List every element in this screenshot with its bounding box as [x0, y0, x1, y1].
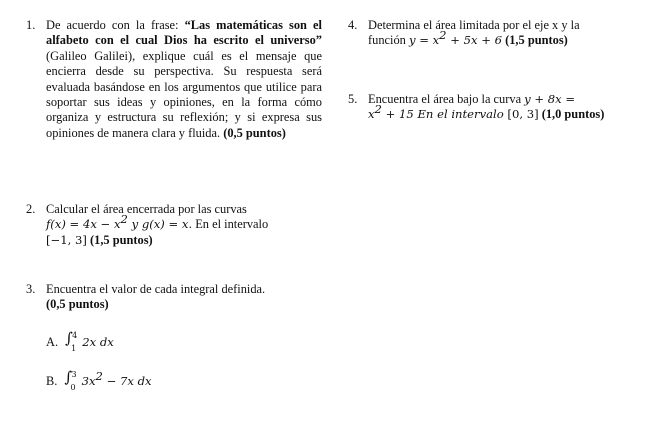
function-f: f(x) = 4x − x — [46, 217, 121, 232]
question-number: 3. — [26, 282, 36, 296]
exponent: 2 — [374, 102, 382, 117]
question-text — [46, 282, 326, 313]
exponent: 2 — [439, 28, 447, 43]
question-text — [368, 18, 638, 49]
integrand: 3x — [81, 374, 96, 388]
curve-expr-3: + 15 — [381, 107, 418, 122]
question-number: 1. — [26, 18, 36, 32]
integral-sign: ∫ 4 1 — [65, 333, 79, 348]
curve-expr-2: x — [368, 107, 375, 122]
question-text — [46, 18, 322, 141]
points-label: (0,5 puntos) — [223, 125, 286, 140]
q3-line-1: Encuentra el valor de cada integral definida. — [46, 282, 266, 296]
integral-item-a — [46, 329, 114, 353]
q5-line-1 — [368, 92, 643, 107]
lower-limit: 1 — [71, 344, 77, 353]
function-lead: función — [368, 33, 409, 48]
curve-lead: Encuentra el área bajo la curva — [368, 92, 525, 106]
galileo-quote: “Las matemáticas son el alfabeto con el cual Dios ha escrito el universo” — [46, 18, 322, 48]
integral-item-b — [46, 368, 152, 392]
points-label: (0,5 puntos) — [46, 297, 109, 312]
interval-lead: En el intervalo — [192, 217, 269, 232]
function-expr: y = x — [408, 33, 440, 48]
q2-line-1: Calcular el área encerrada por las curvas — [46, 202, 247, 216]
q1-body: (Galileo Galilei), explique cuál es el mensaje que encierra desde su perspectiva. Su respuesta será evaluada basándose en los argumentos que utilice para soportar sus ideas y opiniones, en la forma cómo organiza y estructura su reflexión; y si expresa sus opiniones de manera clara y fluida. — [46, 48, 322, 140]
lower-limit: 0 — [70, 383, 76, 392]
item-label: B. — [46, 374, 58, 388]
question-number: 4. — [348, 18, 358, 32]
integrand-rest: − 7x dx — [102, 374, 152, 388]
integral-sign: ∫ 3 0 — [64, 372, 78, 387]
integrand: 2x dx — [82, 335, 114, 349]
points-label: (1,5 puntos) — [505, 33, 568, 48]
curve-expr: y + 8x = — [524, 92, 576, 106]
q2-line-3 — [46, 233, 326, 248]
conjunction: y — [127, 217, 142, 232]
exponent: 2 — [95, 368, 103, 383]
exponent: 2 — [120, 212, 128, 227]
function-g: g(x) = x. — [141, 217, 193, 232]
q4-line-1: Determina el área limitada por el eje x y la — [368, 18, 580, 32]
upper-limit: 3 — [71, 370, 77, 379]
q1-lead: De acuerdo con la frase: — [46, 18, 185, 32]
question-number: 2. — [26, 202, 36, 216]
upper-limit: 4 — [72, 331, 78, 340]
question-text — [368, 92, 643, 123]
q4-line-2 — [368, 28, 638, 48]
points-label: (1,5 puntos) — [90, 232, 153, 247]
q2-line-2 — [46, 212, 326, 232]
interval: [−1, 3] — [46, 232, 87, 247]
question-text — [46, 202, 326, 248]
interval-lead: En el intervalo — [417, 107, 504, 122]
interval: [0, 3] — [503, 107, 539, 122]
function-expr-rest: + 5x + 6 — [446, 33, 502, 48]
item-label: A. — [46, 335, 59, 349]
question-number: 5. — [348, 92, 358, 106]
points-label: (1,0 puntos) — [541, 107, 605, 122]
q5-line-2 — [368, 102, 643, 122]
